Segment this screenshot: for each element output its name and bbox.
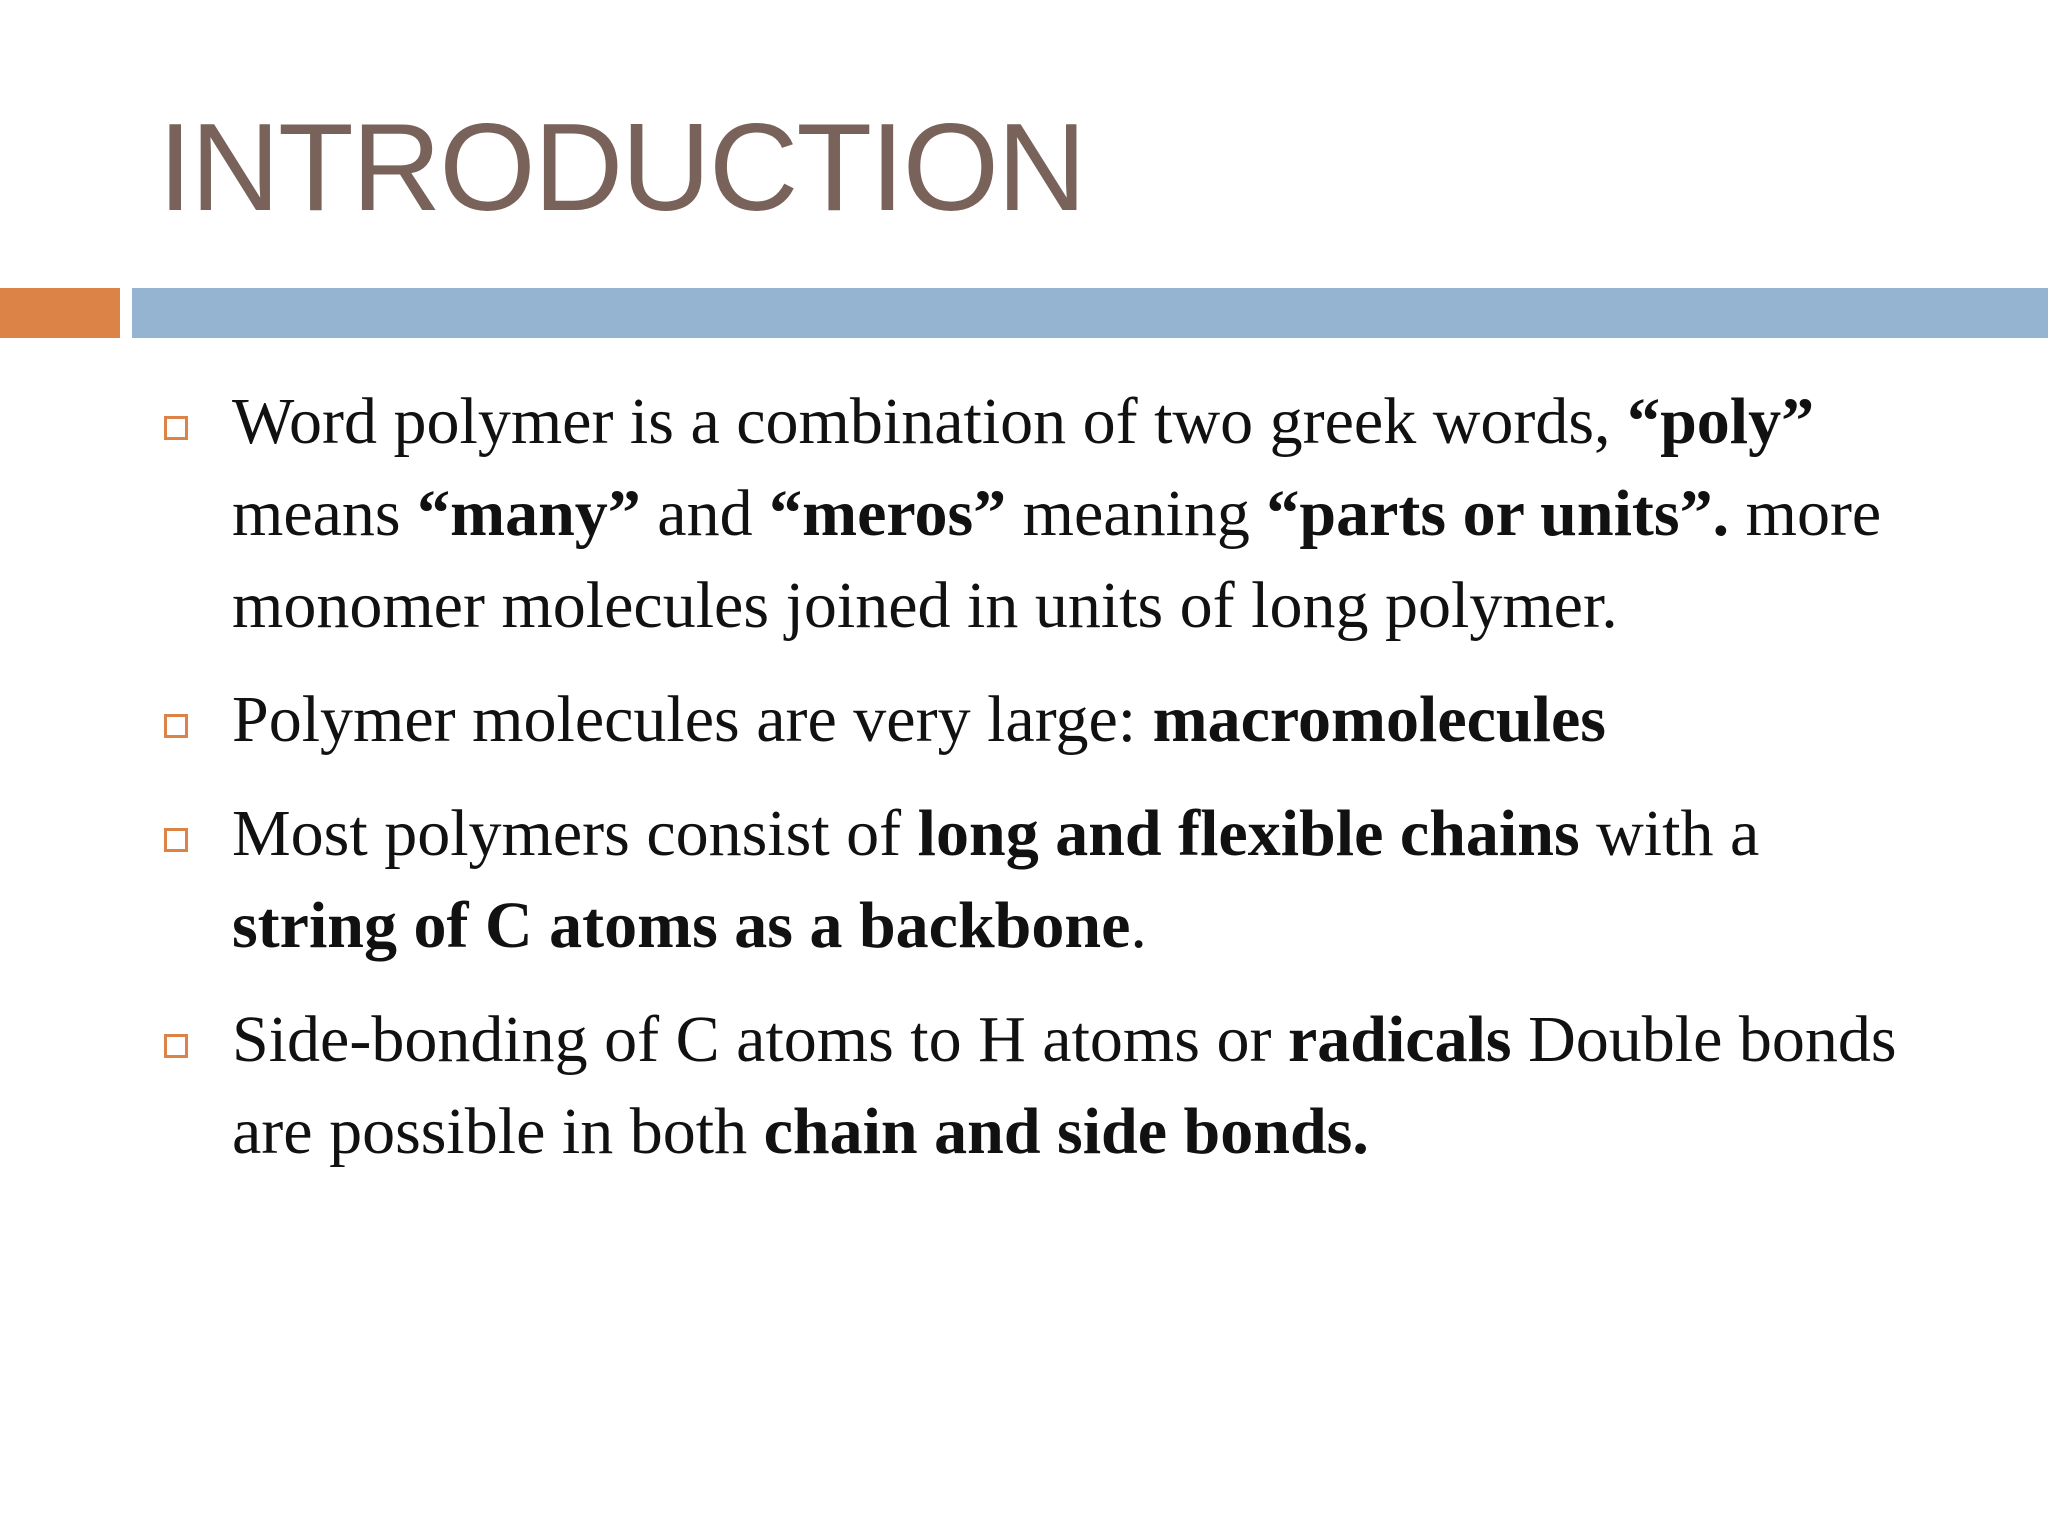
hollow-square-icon — [164, 714, 188, 738]
bullet-list — [160, 376, 1920, 1200]
accent-bar-orange — [0, 288, 120, 338]
hollow-square-icon — [164, 1034, 188, 1058]
bullet-item-polymer-etymology — [160, 376, 1920, 652]
bullet-text: Most polymers consist of long and flexible chains with a string of C atoms as a backbone. — [232, 797, 1760, 962]
bullet-item-macromolecules — [160, 674, 1920, 766]
bullet-item-side-bonding — [160, 994, 1920, 1178]
hollow-square-icon — [164, 416, 188, 440]
bullet-item-chains — [160, 788, 1920, 972]
bullet-text: Polymer molecules are very large: macromolecules — [232, 683, 1606, 756]
bullet-text: Word polymer is a combination of two greek words, “poly” means “many” and “meros” meaning “parts or units”. more monomer molecules joined in units of long polymer. — [232, 385, 1882, 642]
bullet-text: Side-bonding of C atoms to H atoms or radicals Double bonds are possible in both chain and side bonds. — [232, 1003, 1897, 1168]
hollow-square-icon — [164, 828, 188, 852]
accent-bar-blue — [132, 288, 2048, 338]
slide-title: INTRODUCTION — [158, 99, 1085, 237]
